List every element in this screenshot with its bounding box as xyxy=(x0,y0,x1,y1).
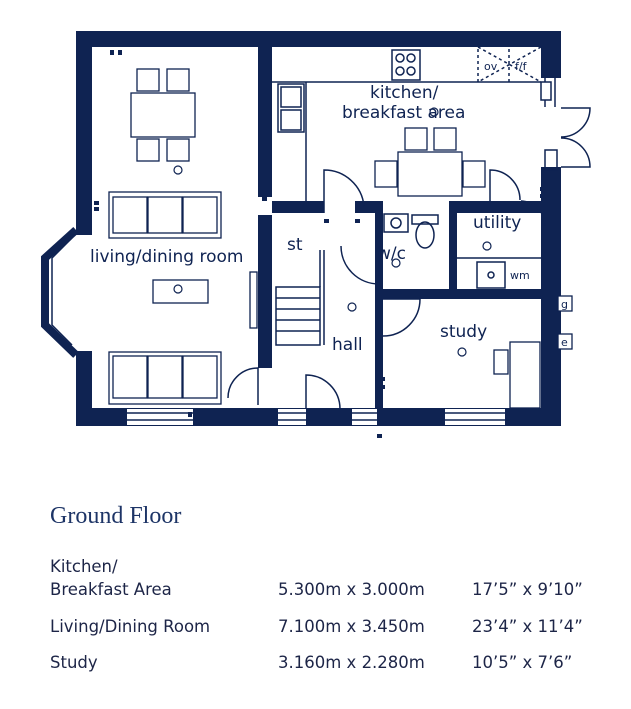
room-name: Living/Dining Room xyxy=(50,617,211,636)
fridge-label: f/f xyxy=(515,60,527,73)
stairs xyxy=(276,250,324,345)
wc-label: w/c xyxy=(377,244,406,264)
room-name-line: Breakfast Area xyxy=(50,580,172,599)
room-name: Study xyxy=(50,653,98,672)
study-label: study xyxy=(440,322,488,342)
metric-size: 5.300m x 3.000m xyxy=(278,580,425,599)
dimensions-table xyxy=(50,555,610,674)
imperial-size: 23’4” x 11’4” xyxy=(472,617,583,636)
kitchen-label-1: kitchen/ xyxy=(370,83,439,103)
utility-label: utility xyxy=(473,213,522,233)
furniture xyxy=(109,69,540,408)
room-name-line: Kitchen/ xyxy=(50,557,118,576)
floor-title: Ground Floor xyxy=(50,503,182,529)
kitchen-label-2: breakfast area xyxy=(342,103,466,123)
imperial-size: 17’5” x 9’10” xyxy=(472,580,583,599)
hall-label: hall xyxy=(332,335,363,355)
wc-fixtures xyxy=(384,214,438,248)
store-label: st xyxy=(287,235,303,255)
electric-meter-label: e xyxy=(561,336,568,349)
gas-meter-label: g xyxy=(561,298,568,311)
metric-size: 7.100m x 3.450m xyxy=(278,617,425,636)
room-name xyxy=(50,555,172,601)
washer-label: wm xyxy=(510,269,530,282)
living-label: living/dining room xyxy=(90,247,244,267)
imperial-size: 10’5” x 7’6” xyxy=(472,653,573,672)
metric-size: 3.160m x 2.280m xyxy=(278,653,425,672)
dimension-row xyxy=(50,638,610,674)
bay-window xyxy=(45,230,92,355)
dimension-row xyxy=(50,601,610,638)
oven-label: ov xyxy=(484,60,498,73)
dimension-row xyxy=(50,555,610,601)
